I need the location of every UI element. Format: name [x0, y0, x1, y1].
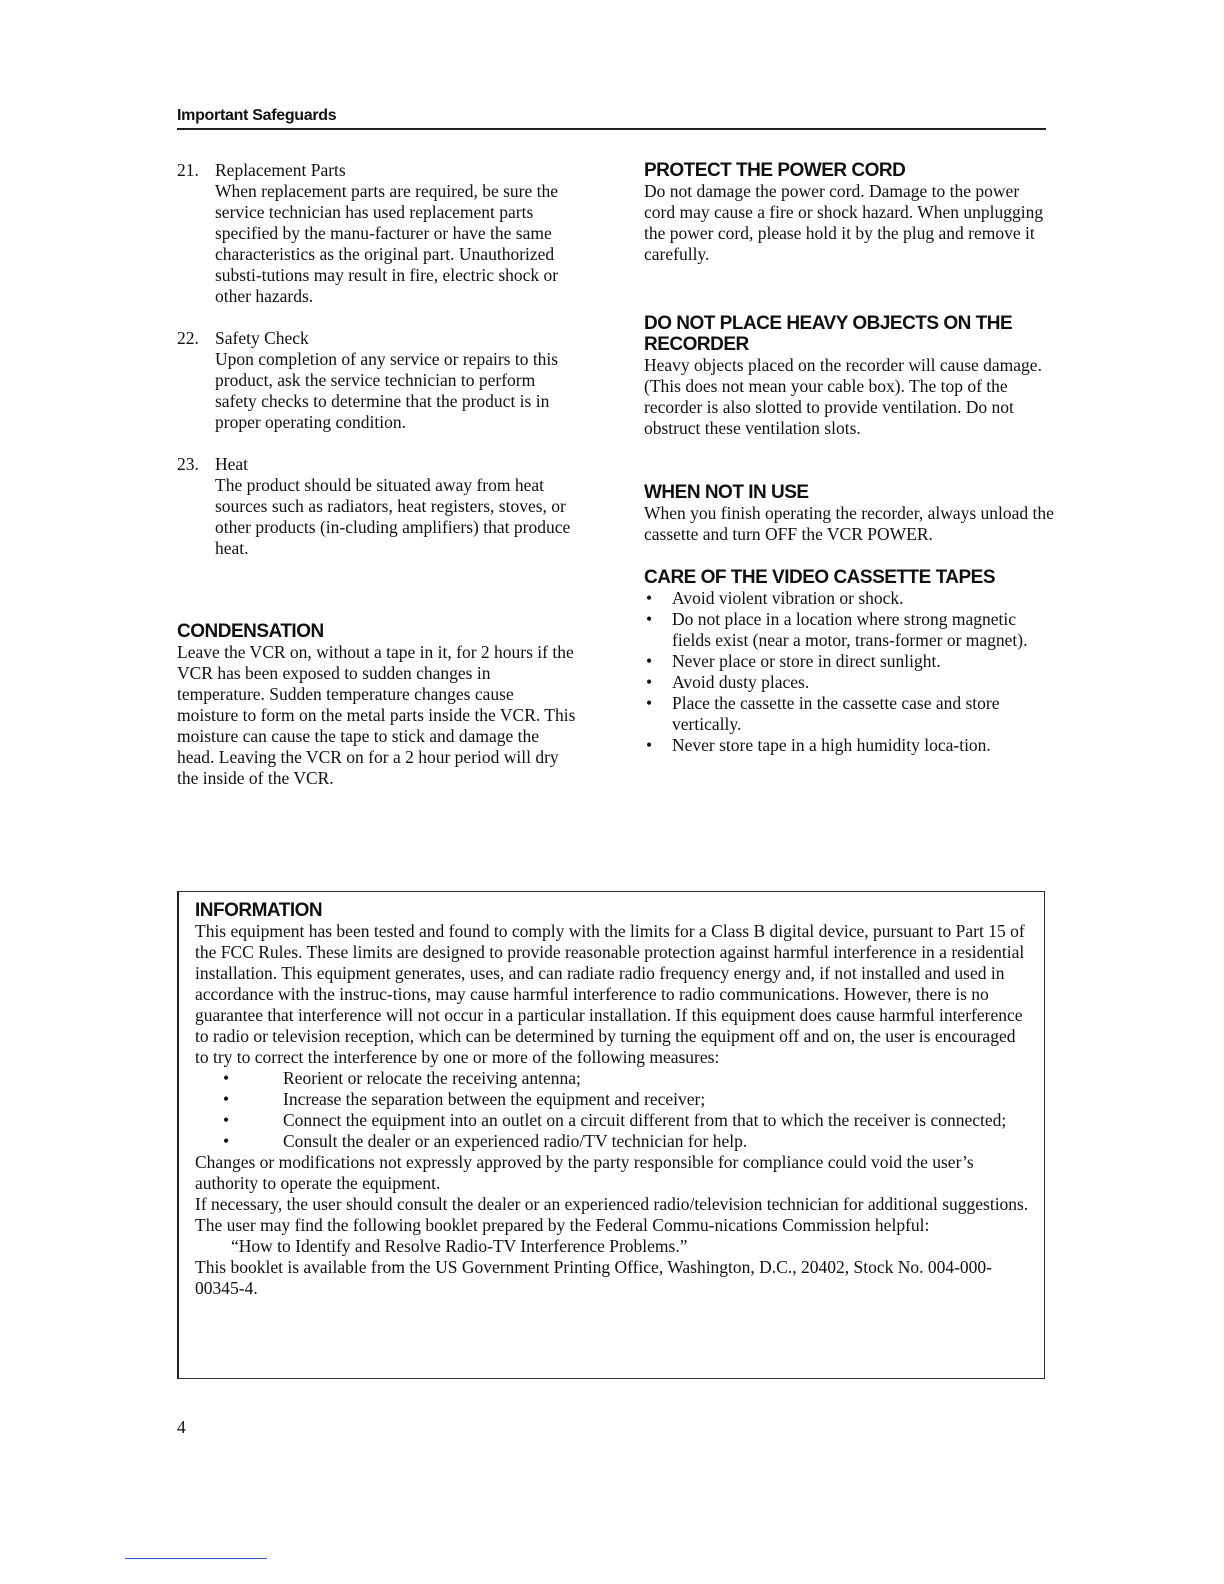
- section-heading: PROTECT THE POWER CORD: [644, 160, 906, 181]
- list-item: • Do not place in a location where strong magnetic fields exist (near a motor, trans-former or magnet).: [644, 609, 1054, 651]
- item-title: Replacement Parts: [215, 160, 346, 180]
- booklet-title: “How to Identify and Resolve Radio-TV Interference Problems.”: [231, 1236, 688, 1256]
- list-item: • Never place or store in direct sunlight.: [644, 651, 1054, 672]
- list-item: • Never store tape in a high humidity loca-tion.: [644, 735, 1054, 756]
- information-intro: This equipment has been tested and found to comply with the limits for a Class B digital device, pursuant to Part 15 of the FCC Rules. These limits are designed to provide reasonable protection against harmful interference in a residential installation. This equipment generates, uses, and can radiate radio frequency energy and, if not installed and used in accordance with the instruc-tions, may cause harmful interference to radio communications. However, there is no guarantee that interference will not occur in a particular installation. If this equipment does cause harmful interference to radio or television reception, which can be determined by turning the equipment off and on, the user is encouraged to try to correct the interference by one or more of the following measures:: [195, 921, 1025, 1067]
- power-cord-section: [644, 160, 1054, 265]
- header-title: Important Safeguards: [177, 107, 337, 124]
- list-item: • Increase the separation between the equipment and receiver;: [195, 1089, 1030, 1110]
- item-number: 22.: [177, 328, 199, 348]
- item-text: The product should be situated away from heat sources such as radiators, heat registers, stoves, or other products (in-cluding amplifiers) that produce heat.: [215, 475, 571, 558]
- section-heading: INFORMATION: [195, 900, 323, 921]
- section-heading: DO NOT PLACE HEAVY OBJECTS ON THE RECORDER: [644, 313, 1013, 355]
- section-text: Leave the VCR on, without a tape in it, for 2 hours if the VCR has been exposed to sudden changes in temperature. Sudden temperature changes cause moisture to form on the metal parts inside the VCR. This moisture can cause the tape to stick and damage the head. Leaving the VCR on for a 2 hour period will dry the inside of the VCR.: [177, 642, 576, 788]
- list-item: • Avoid violent vibration or shock.: [644, 588, 1054, 609]
- list-item: [177, 160, 587, 307]
- list-item: • Consult the dealer or an experienced radio/TV technician for help.: [195, 1131, 1030, 1152]
- measures-list: [195, 1068, 1030, 1152]
- list-item: • Place the cassette in the cassette case and store vertically.: [644, 693, 1054, 735]
- not-in-use-section: [644, 482, 1054, 545]
- right-column: [644, 160, 1054, 756]
- page-header: [177, 104, 1046, 130]
- left-column: [177, 160, 587, 789]
- availability-text: This booklet is available from the US Government Printing Office, Washington, D.C., 20402, Stock No. 004-000-00345-4.: [195, 1257, 993, 1298]
- item-title: Safety Check: [215, 328, 309, 348]
- information-box: [177, 891, 1045, 1379]
- condensation-section: [177, 621, 587, 789]
- consult-text: If necessary, the user should consult the dealer or an experienced radio/television technician for additional suggestions. The user may find the following booklet prepared by the Federal Commu-nications Commission helpful:: [195, 1194, 1029, 1235]
- heavy-objects-section: [644, 313, 1054, 439]
- section-text: Heavy objects placed on the recorder will cause damage. (This does not mean your cable box). The top of the recorder is also slotted to provide ventilation. Do not obstruct these ventilation slots.: [644, 355, 1042, 438]
- changes-text: Changes or modifications not expressly approved by the party responsible for compliance could void the user’s authority to operate the equipment.: [195, 1152, 974, 1193]
- item-title: Heat: [215, 454, 249, 474]
- list-item: • Connect the equipment into an outlet on a circuit different from that to which the receiver is connected;: [195, 1110, 1030, 1131]
- item-text: Upon completion of any service or repairs to this product, ask the service technician to perform safety checks to determine that the product is in proper operating condition.: [215, 349, 559, 432]
- footnote-divider: [125, 1558, 267, 1559]
- list-item: • Reorient or relocate the receiving antenna;: [195, 1068, 1030, 1089]
- section-heading: WHEN NOT IN USE: [644, 482, 809, 503]
- section-text: When you finish operating the recorder, always unload the cassette and turn OFF the VCR POWER.: [644, 503, 1054, 544]
- list-item: [177, 328, 587, 433]
- tape-care-list: [644, 588, 1054, 756]
- section-heading: CONDENSATION: [177, 621, 324, 642]
- tape-care-section: [644, 567, 1054, 756]
- section-heading: CARE OF THE VIDEO CASSETTE TAPES: [644, 567, 996, 588]
- item-text: When replacement parts are required, be sure the service technician has used replacement parts specified by the manu-facturer or have the same characteristics as the original part. Unauthorized substi-tutions may result in fire, electric shock or other hazards.: [215, 181, 559, 306]
- item-number: 21.: [177, 160, 199, 180]
- item-number: 23.: [177, 454, 199, 474]
- section-text: Do not damage the power cord. Damage to the power cord may cause a fire or shock hazard. When unplugging the power cord, please hold it by the plug and remove it carefully.: [644, 181, 1044, 264]
- page-number: 4: [177, 1417, 186, 1437]
- list-item: • Avoid dusty places.: [644, 672, 1054, 693]
- list-item: [177, 454, 587, 559]
